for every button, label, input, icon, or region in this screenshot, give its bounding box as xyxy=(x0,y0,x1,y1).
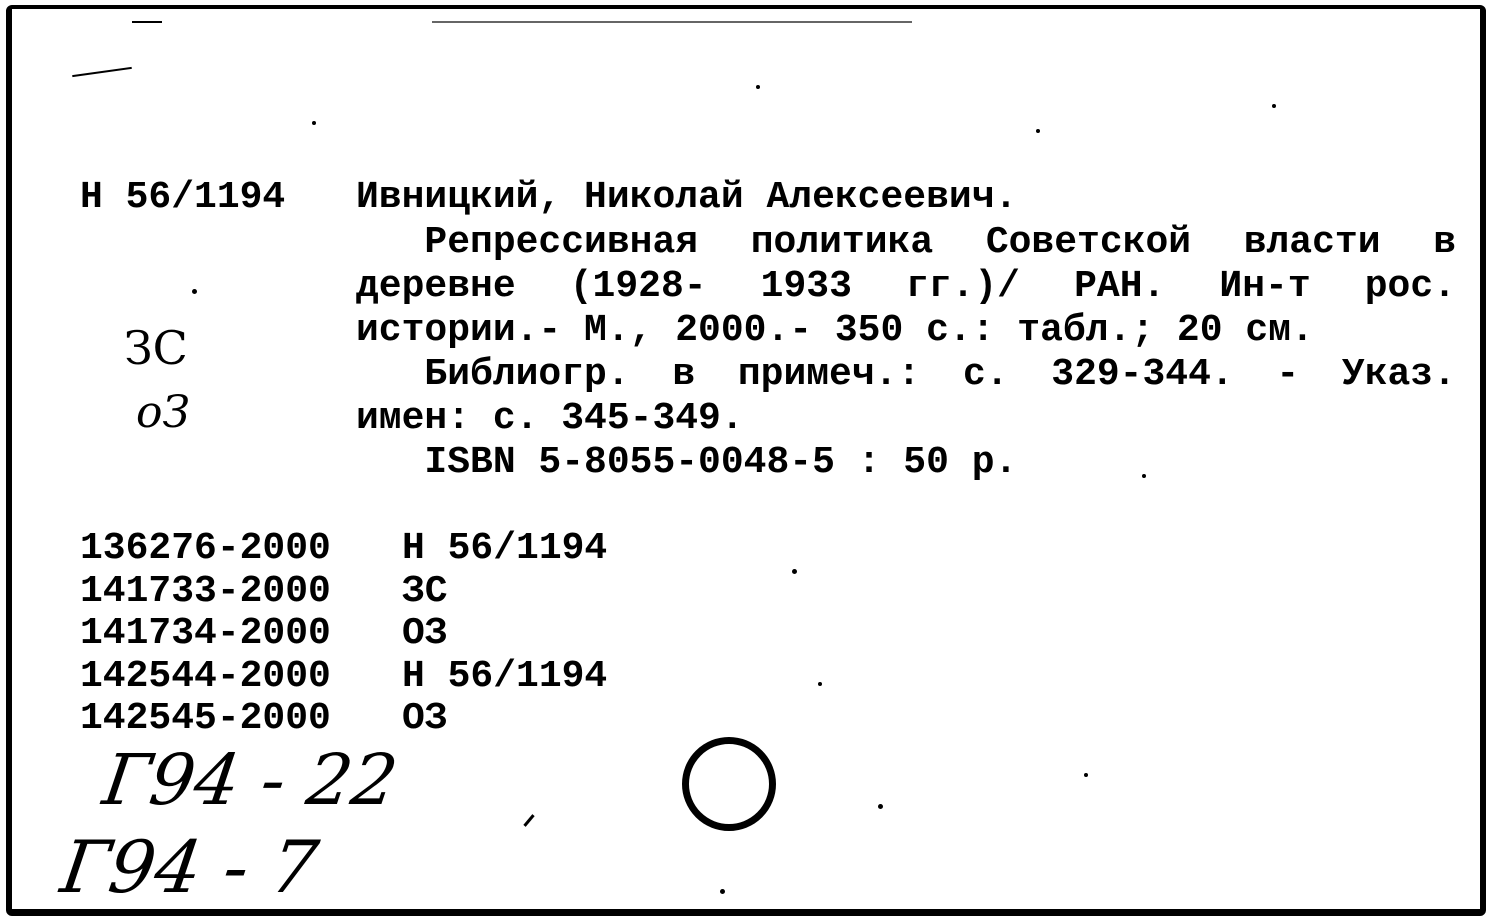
catalog-card xyxy=(6,5,1486,916)
word: РАН. xyxy=(1074,265,1166,308)
holding-inventory: 136276-2000 xyxy=(80,527,331,570)
holding-location: ОЗ xyxy=(402,697,448,740)
holding-inventory: 141733-2000 xyxy=(80,570,331,613)
scan-artifact xyxy=(1272,104,1276,108)
word: Указ. xyxy=(1341,353,1456,396)
scan-artifact xyxy=(792,569,797,574)
holding-location: ЗС xyxy=(402,570,448,613)
title-block xyxy=(356,221,1456,353)
scan-artifact xyxy=(1036,129,1040,133)
scan-artifact xyxy=(312,121,316,125)
word: 1933 xyxy=(760,265,852,308)
scan-artifact xyxy=(878,804,883,809)
word: в xyxy=(672,353,696,396)
title-line xyxy=(356,265,1456,309)
notes-line xyxy=(356,353,1456,397)
word: с. xyxy=(962,353,1009,396)
holding-inventory: 142544-2000 xyxy=(80,655,331,698)
holding-location: Н 56/1194 xyxy=(402,655,608,698)
word: Библиогр. xyxy=(356,353,630,396)
scan-artifact xyxy=(818,682,822,686)
scan-artifact xyxy=(1084,773,1088,777)
circle-mark xyxy=(682,737,776,831)
word: рос. xyxy=(1364,265,1456,308)
word: 329-344. xyxy=(1051,353,1234,396)
scan-artifact xyxy=(720,889,725,894)
isbn-line: ISBN 5-8055-0048-5 : 50 р. xyxy=(356,441,1018,484)
notes-block xyxy=(356,353,1456,441)
scan-artifact xyxy=(192,289,197,294)
margin-note-second: оЗ xyxy=(136,387,190,438)
word: гг.)/ xyxy=(905,265,1020,308)
handwritten-code: Г94 - 22 xyxy=(98,739,403,821)
holding-location: Н 56/1194 xyxy=(402,527,608,570)
word: власти xyxy=(1243,221,1381,264)
word: - xyxy=(1276,353,1300,396)
scan-artifact xyxy=(72,67,132,77)
word: Советской xyxy=(985,221,1192,264)
holding-inventory: 142545-2000 xyxy=(80,697,331,740)
word: деревне xyxy=(356,265,516,308)
scan-artifact xyxy=(756,85,760,89)
holding-location: ОЗ xyxy=(402,612,448,655)
word: политика xyxy=(750,221,934,264)
handwritten-code: Г94 - 7 xyxy=(56,825,324,909)
scan-artifact xyxy=(432,21,912,23)
word: Ин-т xyxy=(1219,265,1311,308)
title-line: истории.- М., 2000.- 350 с.: табл.; 20 см. xyxy=(356,309,1314,352)
notes-line: имен: с. 345-349. xyxy=(356,397,744,440)
scan-artifact xyxy=(1142,474,1146,478)
margin-note-first: ЗС xyxy=(124,321,188,375)
scan-artifact xyxy=(523,814,534,827)
author-heading: Ивницкий, Николай Алексеевич. xyxy=(356,176,1018,219)
word: в xyxy=(1433,221,1456,264)
holding-inventory: 141734-2000 xyxy=(80,612,331,655)
word: Репрессивная xyxy=(356,221,699,264)
call-number: Н 56/1194 xyxy=(80,176,286,219)
word: примеч.: xyxy=(737,353,921,396)
scan-artifact xyxy=(132,21,162,23)
word: (1928- xyxy=(569,265,707,308)
title-line xyxy=(356,221,1456,265)
